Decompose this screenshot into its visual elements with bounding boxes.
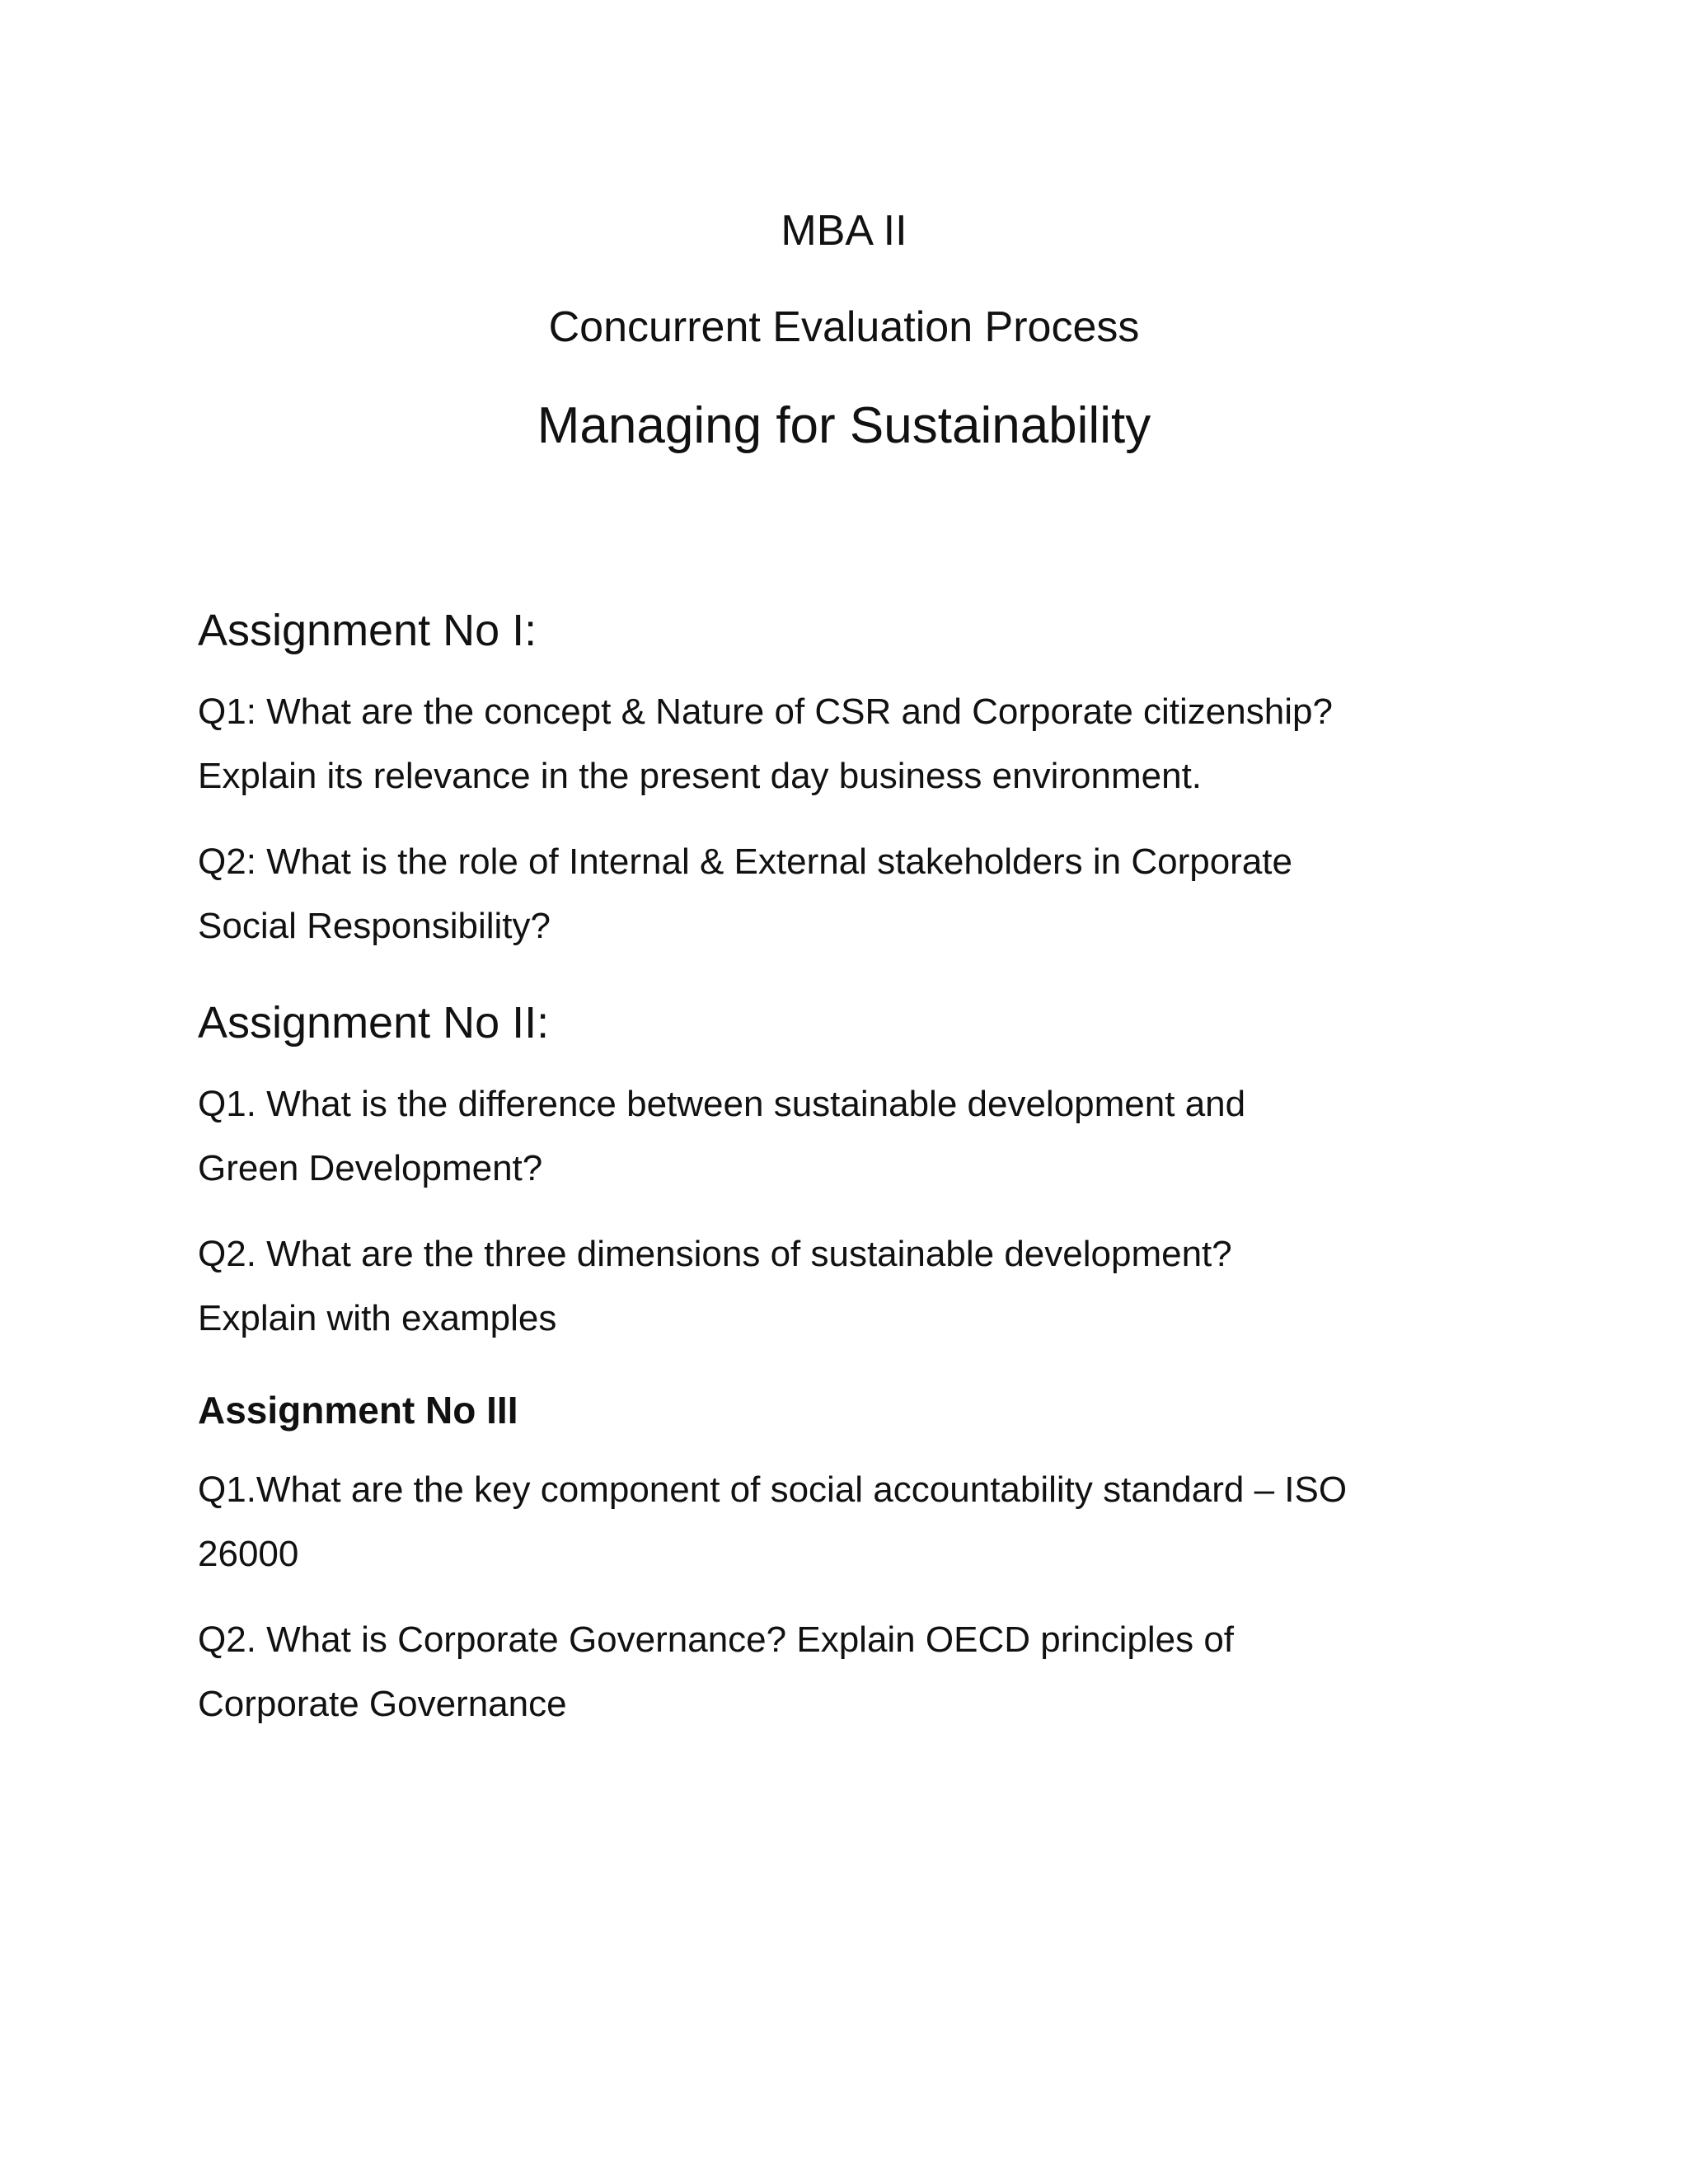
- assignment-question: Q2. What is Corporate Governance? Explain OECD principles of Corporate Governance: [198, 1619, 1235, 1724]
- assignment-title: Assignment No I:: [198, 606, 537, 655]
- assignment-title: Assignment No III: [198, 1389, 518, 1432]
- assignment-question: Q1.What are the key component of social accountability standard – ISO 26000: [198, 1469, 1348, 1574]
- assignment-title: Assignment No II:: [198, 998, 550, 1047]
- program-title: MBA II: [781, 207, 907, 255]
- process-title: Concurrent Evaluation Process: [548, 303, 1140, 351]
- assignment-section-1: [198, 599, 1492, 958]
- subject-title: Managing for Sustainability: [537, 397, 1151, 454]
- assignment-question: Q2: What is the role of Internal & External stakeholders in Corporate Social Responsibility?: [198, 841, 1292, 946]
- assignment-question: Q1: What are the concept & Nature of CSR and Corporate citizenship? Explain its relevance in the present day business environment.: [198, 691, 1333, 796]
- assignment-section-3: [198, 1384, 1492, 1736]
- assignments-content: [198, 599, 1492, 1758]
- assignment-question: Q2. What are the three dimensions of sustainable development? Explain with examples: [198, 1234, 1232, 1338]
- assignment-question: Q1. What is the difference between sustainable development and Green Development?: [198, 1084, 1246, 1188]
- assignment-section-2: [198, 991, 1492, 1351]
